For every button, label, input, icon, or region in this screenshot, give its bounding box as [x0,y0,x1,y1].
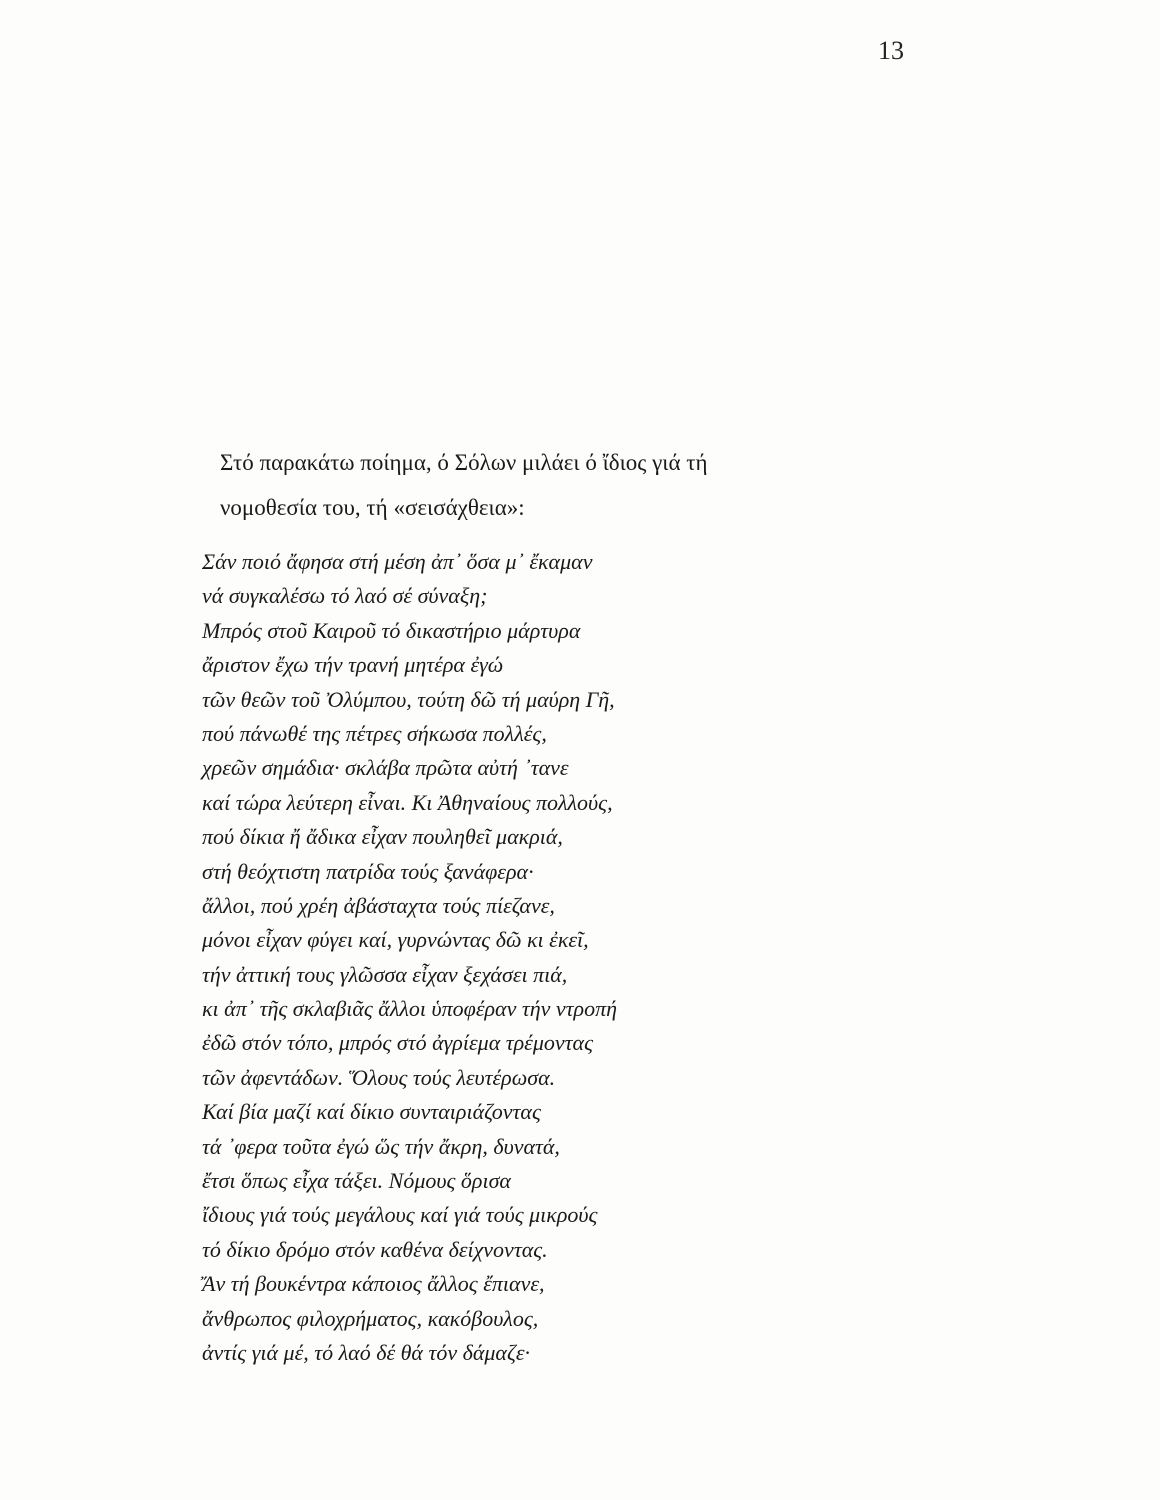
poem-line: τῶν θεῶν τοῦ Ὀλύμπου, τούτη δῶ τή μαύρη Γῆ, [202,686,615,712]
poem-line: νά συγκαλέσω τό λαό σέ σύναξη; [202,583,488,609]
poem-line: Καί βία μαζί καί δίκιο συνταιριάζοντας [202,1099,541,1125]
poem-line: ἄλλοι, πού χρέη ἀβάσταχτα τούς πίεζανε, [202,892,555,918]
poem-line: πού δίκια ἤ ἄδικα εἶχαν πουληθεῖ μακριά, [202,824,563,850]
poem-line: ἐδῶ στόν τόπο, μπρός στό ἀγρίεμα τρέμοντας [202,1030,593,1056]
poem-line: στή θεόχτιστη πατρίδα τούς ξανάφερα· [202,858,534,884]
intro-paragraph [220,440,940,530]
poem-line: Ἄν τή βουκέντρα κάποιος ἄλλος ἔπιανε, [202,1271,545,1297]
intro-line: Στό παρακάτω ποίημα, ό Σόλων μιλάει ό ἴδιος γιά τή [220,450,708,475]
poem-line: μόνοι εἶχαν φύγει καί, γυρνώντας δῶ κι ἐκεῖ, [202,927,589,953]
poem-line: καί τώρα λεύτερη εἶναι. Κι Ἀθηναίους πολλούς, [202,789,613,815]
poem-line: ἴδιους γιά τούς μεγάλους καί γιά τούς μικρούς [202,1202,598,1228]
poem-line: τήν ἀττική τους γλῶσσα εἶχαν ξεχάσει πιά, [202,961,568,987]
poem-line: ἀντίς γιά μέ, τό λαό δέ θά τόν δάμαζε· [202,1339,531,1365]
poem-line: τό δίκιο δρόμο στόν καθένα δείχνοντας. [202,1236,548,1262]
page-number: 13 [878,36,904,65]
poem-line: Μπρός στοῦ Καιροῦ τό δικαστήριο μάρτυρα [202,617,581,643]
poem-line: κι ἀπ᾽ τῆς σκλαβιᾶς ἄλλοι ὑποφέραν τήν ντροπή [202,996,618,1022]
poem [202,545,962,1370]
intro-line: νομοθεσία του, τή «σεισάχθεια»: [220,495,525,520]
poem-line: Σάν ποιό ἄφησα στή μέση ἀπ᾽ ὅσα μ᾽ ἔκαμαν [202,549,593,574]
poem-line: χρεῶν σημάδια· σκλάβα πρῶτα αὐτή ᾽τανε [202,755,569,781]
poem-line: τῶν ἀφεντάδων. Ὅλους τούς λευτέρωσα. [202,1064,556,1090]
poem-line: ἔτσι ὅπως εἶχα τάξει. Νόμους ὅρισα [202,1168,511,1194]
poem-line: ἄνθρωπος φιλοχρήματος, κακόβουλος, [202,1305,539,1331]
poem-line: ἄριστον ἔχω τήν τρανή μητέρα ἐγώ [202,652,504,678]
poem-line: τά ᾽φερα τοῦτα ἐγώ ὥς τήν ἄκρη, δυνατά, [202,1133,560,1159]
poem-line: πού πάνωθέ της πέτρες σήκωσα πολλές, [202,720,547,746]
